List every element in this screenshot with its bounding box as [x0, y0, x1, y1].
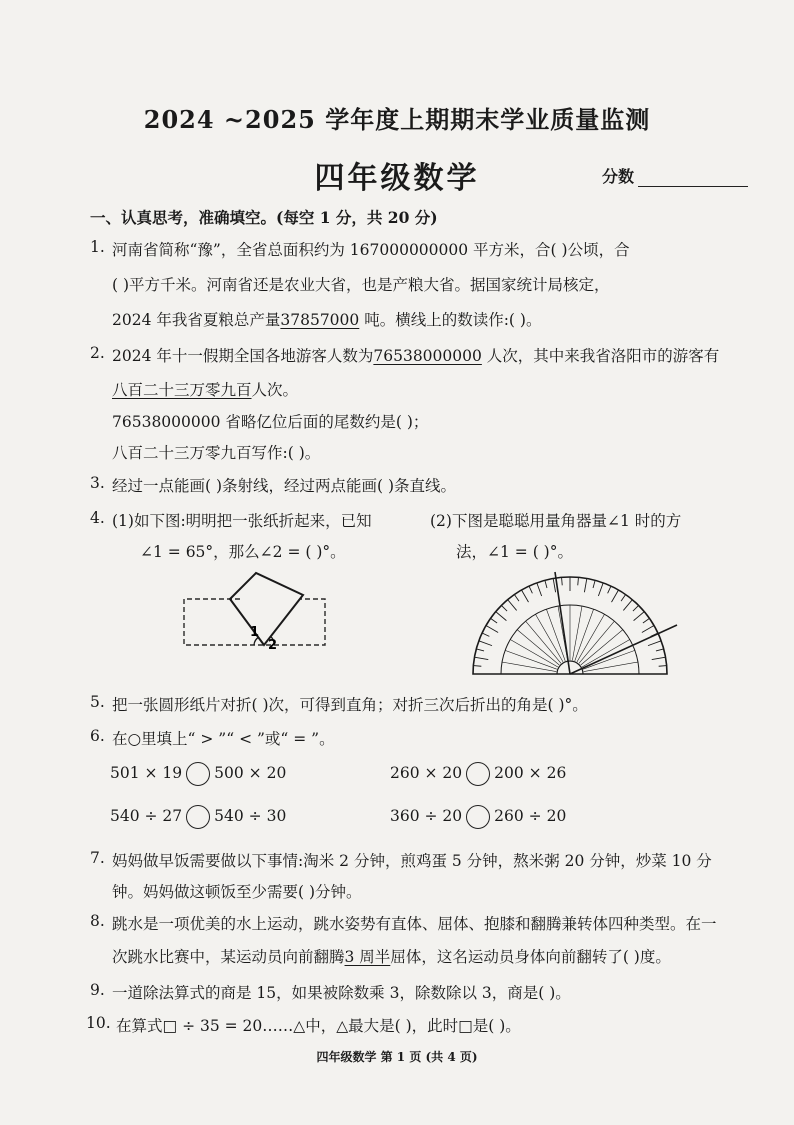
question-number: 2.	[90, 344, 105, 362]
q2-text: 人次。	[251, 381, 299, 399]
protractor-tick	[612, 590, 619, 602]
q2-line2	[112, 378, 298, 400]
compare-left: 260 × 20	[390, 764, 463, 782]
protractor-tick	[553, 578, 555, 592]
angle-label-2: 2	[268, 638, 278, 653]
q1-text: 吨。横线上的数读作:( )。	[359, 311, 542, 329]
protractor-tick	[593, 580, 595, 588]
folded-paper-figure	[180, 565, 330, 655]
question-number: 7.	[90, 849, 105, 867]
protractor-tick	[634, 612, 645, 621]
compare-left: 360 ÷ 20	[390, 807, 463, 825]
protractor-tick	[514, 595, 519, 602]
protractor-tick	[486, 626, 498, 633]
compare-circle[interactable]	[466, 762, 490, 786]
exam-subject: 四年级数学	[314, 161, 480, 196]
compare-right: 260 ÷ 20	[494, 807, 567, 825]
q2-line3: 76538000000 省略亿位后面的尾数约是( )；	[112, 413, 429, 431]
protractor-tick	[652, 657, 666, 659]
protractor-tick	[508, 600, 517, 611]
protractor-figure	[465, 570, 680, 680]
question-number: 3.	[90, 474, 105, 492]
q2-line1	[112, 344, 719, 366]
protractor-tick	[473, 666, 481, 667]
compare-row	[390, 762, 566, 786]
q1-text: 2024 年我省夏粮总产量	[112, 311, 281, 329]
q2-line4: 八百二十三万零九百写作:( )。	[112, 444, 321, 462]
protractor-tick	[648, 641, 661, 646]
protractor-tick	[491, 618, 498, 623]
section-heading: 一、认真思考，准确填空。(每空 1 分，共 20 分)	[90, 208, 438, 227]
protractor-spoke	[583, 650, 635, 669]
question-number: 1.	[90, 238, 105, 256]
folded-flap	[230, 573, 303, 645]
protractor-tick	[623, 600, 632, 611]
protractor-tick	[578, 577, 579, 585]
compare-row	[110, 762, 286, 786]
score-label: 分数	[602, 167, 635, 186]
protractor-tick	[545, 580, 547, 588]
page-footer: 四年级数学 第 1 页 (共 4 页)	[316, 1050, 478, 1064]
protractor-tick	[479, 641, 492, 646]
compare-circle[interactable]	[186, 762, 210, 786]
compare-left: 501 × 19	[110, 764, 183, 782]
q10-text: 在算式□ ÷ 35 = 20……△中，△最大是( )，此时□是( )。	[116, 1017, 521, 1035]
q1-line2: ( )平方千米。河南省还是农业大省，也是产粮大省。据国家统计局核定，	[112, 276, 610, 294]
protractor-tick	[474, 657, 488, 659]
compare-left: 540 ÷ 27	[110, 807, 183, 825]
question-number: 4.	[90, 509, 105, 527]
question-number: 9.	[90, 981, 105, 999]
compare-circle[interactable]	[186, 805, 210, 829]
protractor-tick	[608, 586, 611, 593]
compare-row	[390, 805, 566, 829]
compare-circle[interactable]	[466, 805, 490, 829]
question-number: 6.	[90, 727, 105, 745]
compare-right: 200 × 26	[494, 764, 567, 782]
protractor-tick	[584, 578, 586, 592]
compare-right: 540 ÷ 30	[214, 807, 287, 825]
protractor-tick	[537, 583, 542, 596]
q4-part2-line2: 法，∠1 = ( )°。	[456, 543, 573, 561]
q8-line1: 跳水是一项优美的水上运动，跳水姿势有直体、屈体、抱膝和翻腾兼转体四种类型。在一	[112, 915, 717, 933]
question-number: 5.	[90, 693, 105, 711]
q3-text: 经过一点能画( )条射线，经过两点能画( )条直线。	[112, 477, 457, 495]
protractor-tick	[598, 583, 603, 596]
protractor-tick	[562, 577, 563, 585]
compare-row	[110, 805, 286, 829]
protractor-spoke	[502, 662, 556, 672]
protractor-tick	[482, 633, 489, 636]
protractor-spoke	[505, 650, 557, 669]
q5-text: 把一张圆形纸片对折( )次，可得到直角；对折三次后折出的角是( )°。	[112, 696, 588, 714]
protractor-tick	[496, 612, 507, 621]
protractor-tick	[643, 618, 650, 623]
protractor-tick	[642, 626, 654, 633]
q8-text: 次跳水比赛中，某运动员向前翻腾	[112, 948, 345, 966]
question-number: 8.	[90, 912, 105, 930]
q1-line3	[112, 308, 541, 330]
protractor-tick	[529, 586, 532, 593]
q9-text: 一道除法算式的商是 15，如果被除数乘 3，除数除以 3，商是( )。	[112, 984, 571, 1002]
q6-text: 在○里填上“ > ”“ < ”或“ = ”。	[112, 730, 335, 748]
q2-underlined-number: 76538000000	[373, 347, 482, 365]
protractor-tick	[522, 590, 529, 602]
q2-text: 2024 年十一假期全国各地游客人数为	[112, 347, 374, 365]
protractor-spoke	[572, 606, 582, 660]
protractor-tick	[633, 605, 639, 611]
q4-part1-line2: ∠1 = 65°，那么∠2 = ( )°。	[140, 543, 346, 561]
compare-right: 500 × 20	[214, 764, 287, 782]
angle-label-1: 1	[250, 625, 260, 640]
protractor-tick	[621, 595, 626, 602]
q7-line1: 妈妈做早饭需要做以下事情:淘米 2 分钟，煎鸡蛋 5 分钟，熬米粥 20 分钟，炒菜 10 分	[112, 852, 712, 870]
protractor-spoke	[575, 609, 594, 661]
q7-line2: 钟。妈妈做这顿饭至少需要( )分钟。	[112, 883, 362, 901]
protractor-tick	[659, 666, 667, 667]
protractor-tick	[501, 605, 507, 611]
q4-part1-line1: (1)如下图:明明把一张纸折起来，已知	[112, 512, 372, 530]
score-field[interactable]	[602, 164, 748, 187]
score-blank[interactable]	[638, 172, 748, 187]
q2-text: 人次，其中来我省洛阳市的游客有	[481, 347, 720, 365]
q4-part2-line1: (2)下图是聪聪用量角器量∠1 时的方	[430, 512, 682, 530]
exam-title: 2024 ~2025 学年度上期期末学业质量监测	[143, 105, 651, 134]
q2-underlined-words: 八百二十三万零九百	[112, 381, 252, 399]
q8-underlined-words: 3 周半	[344, 948, 391, 966]
protractor-tick	[656, 649, 664, 651]
q1-line1: 河南省简称“豫”，全省总面积约为 167000000000 平方米，合( )公顷，合	[112, 241, 630, 259]
question-number: 10.	[86, 1014, 111, 1032]
q1-underlined-number: 37857000	[280, 311, 360, 329]
protractor-tick	[476, 649, 484, 651]
protractor	[473, 572, 677, 674]
q8-line2	[112, 945, 671, 967]
q8-text: 屈体，这名运动员身体向前翻转了( )度。	[390, 948, 671, 966]
